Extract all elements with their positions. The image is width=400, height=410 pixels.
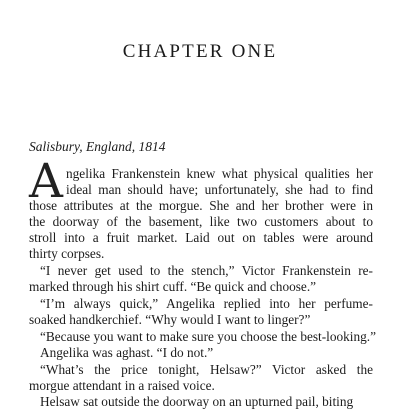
text-line: morgue attendant in a raised voice. [29, 378, 215, 393]
text-line: thirty corpses. [29, 246, 105, 261]
text-line: stroll into a fruit market. Laid out on tables were around [29, 230, 373, 245]
place-date-line: Salisbury, England, 1814 [29, 139, 166, 154]
text-line: “I never get used to the stench,” Victor Frankenstein re- [40, 263, 373, 278]
text-line: ngelika Frankenstein knew what physical qualities her [66, 166, 373, 181]
text-line: marked through his shirt cuff. “Be quick and choose.” [29, 279, 317, 294]
text-line: “I’m always quick,” Angelika replied into her perfume- [40, 296, 373, 311]
text-line: “What’s the price tonight, Helsaw?” Victor asked the [40, 362, 373, 377]
drop-cap: A [29, 154, 63, 209]
text-line: Angelika was aghast. “I do not.” [40, 345, 214, 360]
text-line: those attributes at the morgue. She and her brother were in [29, 198, 373, 213]
text-line: the doorway of the basement, like two customers about to [29, 214, 373, 229]
text-line: “Because you want to make sure you choose the best-looking.” [40, 329, 377, 344]
text-line: Helsaw sat outside the doorway on an upturned pail, biting [40, 394, 354, 409]
text-line: ideal man should have; unfortunately, she had to find [66, 182, 373, 197]
text-line: soaked handkerchief. “Why would I want to linger?” [29, 312, 311, 327]
chapter-heading: CHAPTER ONE [122, 41, 278, 62]
